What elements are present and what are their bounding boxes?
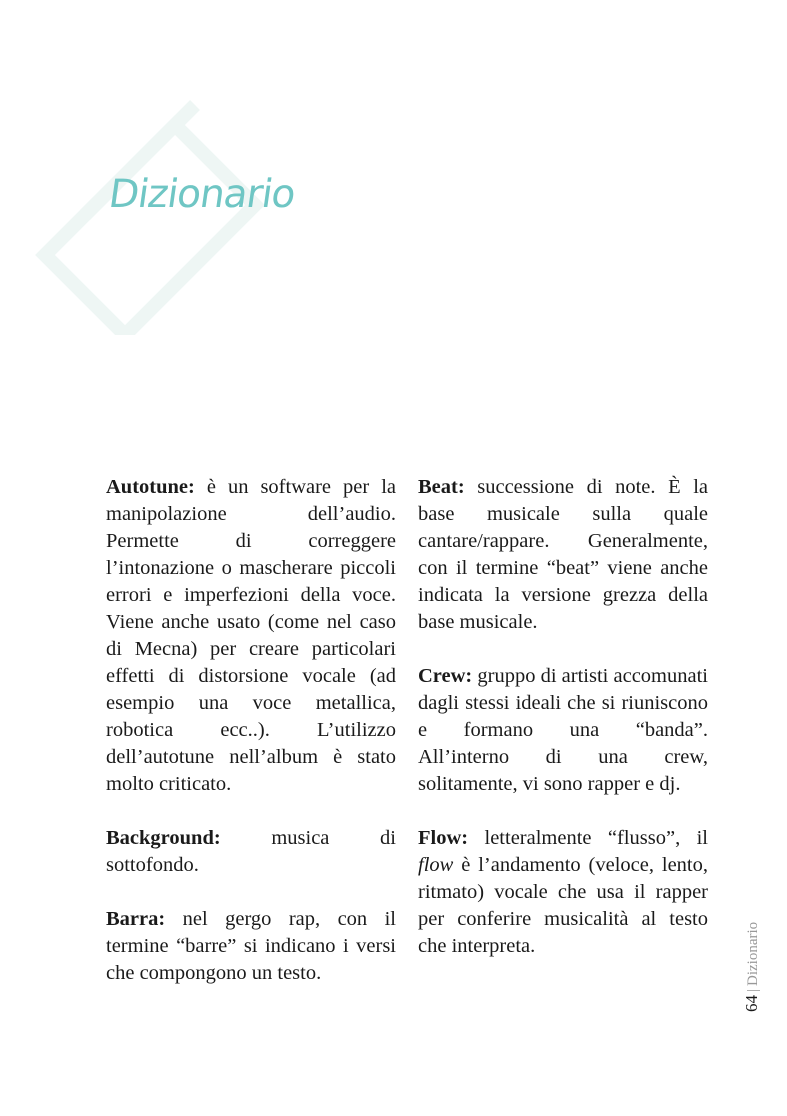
entry-beat (418, 474, 708, 636)
entry-autotune (106, 474, 396, 798)
page-title: Dizionario (106, 172, 298, 217)
entry-term: Flow: (418, 827, 469, 849)
entry-definition: musica di sottofondo. (106, 827, 396, 876)
entry-definition: nel gergo rap, con il termine “barre” si indicano i versi che compongono un testo. (106, 908, 396, 984)
entry-background (106, 825, 396, 879)
entry-term: Background: (106, 827, 221, 849)
right-column (418, 474, 708, 987)
entry-italic-word: flow (418, 854, 454, 876)
entry-definition: gruppo di artisti accomunati dagli stessi ideali che si riuniscono e formano una “banda”. All’interno di una crew, solitamente, vi sono rapper e dj. (418, 665, 708, 795)
entry-term: Beat: (418, 476, 465, 498)
entry-barra (106, 906, 396, 987)
page-number: 64 (742, 995, 761, 1012)
section-name: Dizionario (745, 921, 761, 986)
left-column (106, 474, 396, 1014)
entry-term: Barra: (106, 908, 166, 930)
entry-definition-part: letteralmente “flusso”, il (468, 827, 708, 849)
page-footer (742, 922, 762, 1012)
entry-crew (418, 663, 708, 798)
footer-separator: | (745, 988, 761, 992)
entry-definition-part: è l’andamento (veloce, lento, ritmato) vocale che usa il rapper per conferire musicalità al testo che interpreta. (418, 854, 708, 957)
entry-flow (418, 825, 708, 960)
entry-term: Crew: (418, 665, 473, 687)
entry-definition: è un software per la manipolazione dell’audio. Permette di correggere l’intonazione o mascherare piccoli errori e imperfezioni della voce. Viene anche usato (come nel caso di Mecna) per creare particolari effetti di distorsione vocale (ad esempio una voce metallica, robotica ecc..). L’utilizzo dell’autotune nell’album è stato molto criticato. (106, 476, 396, 795)
entry-term: Autotune: (106, 476, 195, 498)
entry-definition: successione di note. È la base musicale sulla quale cantare/rappare. Generalmente, con il termine “beat” viene anche indicata la versione grezza della base musicale. (418, 476, 708, 633)
